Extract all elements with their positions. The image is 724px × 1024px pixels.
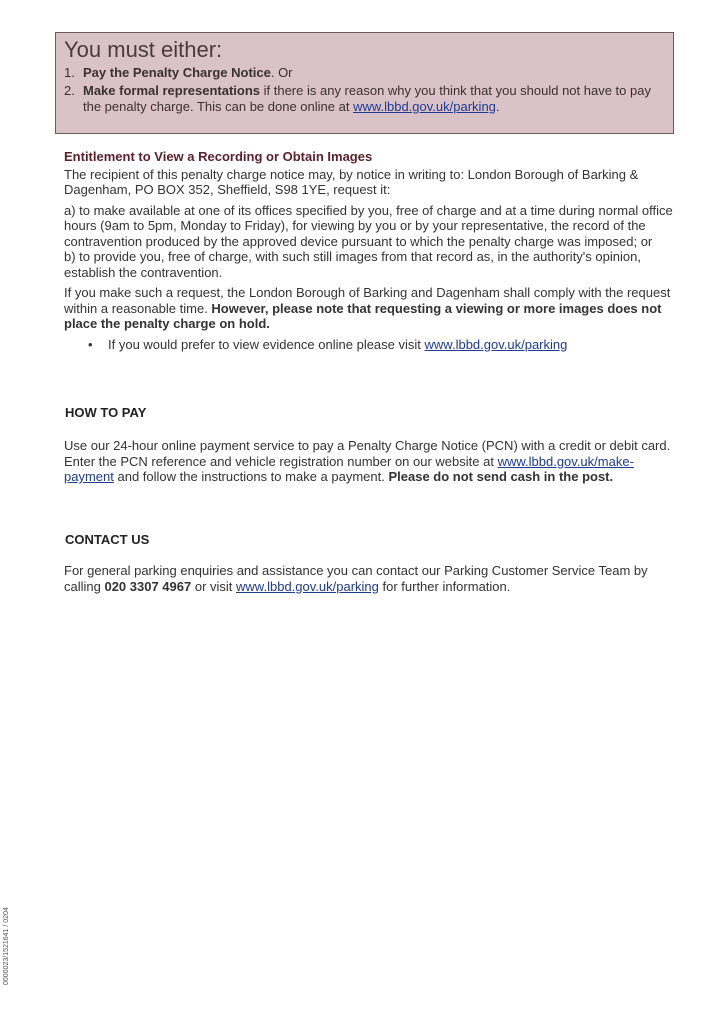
bullet-dot-icon: • — [88, 336, 93, 352]
contact-us-heading: CONTACT US — [65, 532, 150, 547]
you-must-either-box — [55, 32, 674, 134]
box-title: You must either: — [64, 37, 223, 62]
entitlement-intro: The recipient of this penalty charge notice may, by notice in writing to: London Borough of Barking & Dagenham, PO BOX 352, Sheffield, S98 1YE, request it: — [64, 166, 639, 197]
option-pay-label: Pay the Penalty Charge Notice — [83, 65, 271, 80]
entitlement-item-a: a) to make available at one of its offices specified by you, free of charge and at a time during normal office hours (9am to 5pm, Monday to Friday), for viewing by you or by your representative, the record of the contravention produced by the approved device pursuant to which the penalty charge was imposed; or — [64, 202, 673, 249]
options-list — [64, 65, 665, 115]
document-reference-code: 0000023/1521641 / 0204 — [3, 907, 10, 985]
entitlement-heading: Entitlement to View a Recording or Obtain Images — [64, 149, 373, 164]
option-number: 2. — [64, 83, 75, 98]
entitlement-section — [64, 149, 676, 352]
contact-us-section — [64, 563, 676, 599]
how-to-pay-text: Use our 24-hour online payment service to pay a Penalty Charge Notice (PCN) with a credit or debit card. Enter the PCN reference and vehicle registration number on our website at www.lbbd.gov.uk/make-payment and follow the instructions to make a payment. Please do not send cash in the post. — [64, 438, 671, 484]
contact-parking-link[interactable]: www.lbbd.gov.uk/parking — [236, 578, 379, 594]
evidence-bullet: • If you would prefer to view evidence online please visit www.lbbd.gov.uk/parking — [88, 336, 568, 352]
how-to-pay-heading: HOW TO PAY — [65, 405, 147, 420]
entitlement-item-b: b) to provide you, free of charge, with such still images from that record as, in the authority's opinion, establish the contravention. — [64, 249, 641, 280]
evidence-link[interactable]: www.lbbd.gov.uk/parking — [424, 336, 568, 352]
parking-link[interactable]: www.lbbd.gov.uk/parking — [353, 99, 496, 114]
contact-us-text: For general parking enquiries and assistance you can contact our Parking Customer Service Team by calling 020 3307 4967 or visit www.lbbd.gov.uk/parking for further information. — [64, 563, 648, 594]
option-pay: 1. Pay the Penalty Charge Notice. Or — [64, 65, 293, 80]
entitlement-comply: If you make such a request, the London Borough of Barking and Dagenham shall comply with the request within a reasonable time. However, please note that requesting a viewing or more images does not place the penalty charge on hold. — [64, 285, 671, 331]
make-payment-link[interactable]: www.lbbd.gov.uk/make-payment — [64, 453, 634, 484]
how-to-pay-section — [64, 438, 676, 490]
phone-number: 020 3307 4967 — [104, 578, 192, 594]
option-representations-label: Make formal representations — [83, 83, 261, 98]
option-number: 1. — [64, 65, 75, 80]
option-representations: 2. Make formal representations if there is any reason why you think that you should not have to pay the penalty charge. This can be done online at www.lbbd.gov.uk/parking. — [64, 83, 651, 114]
